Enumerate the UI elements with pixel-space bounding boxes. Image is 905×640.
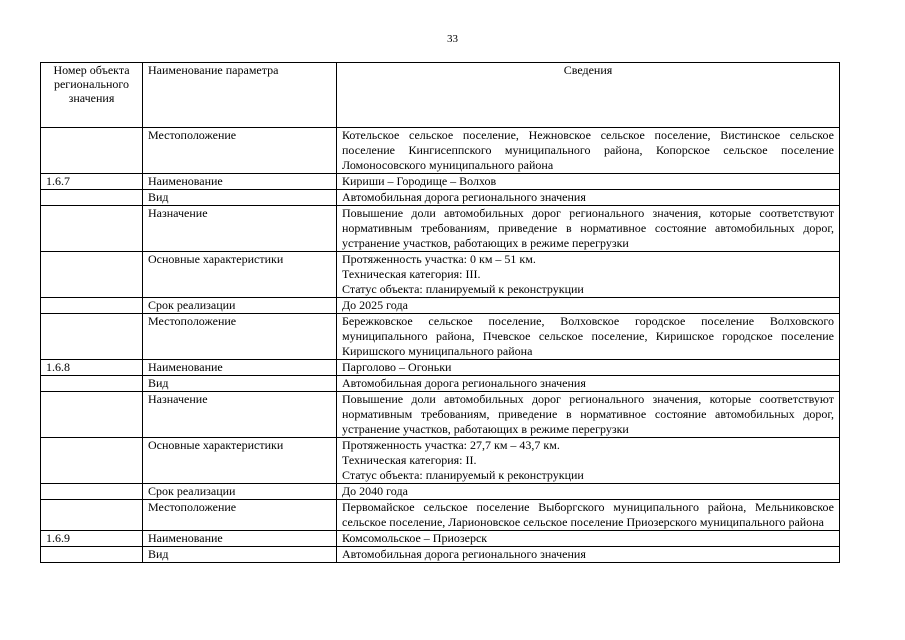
header-parameter-name: Наименование параметра — [143, 63, 337, 128]
table-row — [41, 392, 840, 438]
object-number-cell — [41, 298, 143, 314]
table-row — [41, 484, 840, 500]
information-line: Протяженность участка: 27,7 км – 43,7 км. — [342, 438, 560, 452]
page-number: 33 — [447, 33, 458, 45]
information-line: Первомайское сельское поселение Выборгского муниципального района, Мельниковское сельское поселение, Ларионовское сельское поселение Приозерского муниципального района — [342, 500, 834, 529]
parameter-name-cell: Назначение — [143, 392, 337, 438]
information-line: Статус объекта: планируемый к реконструкции — [342, 468, 584, 482]
object-number-cell — [41, 206, 143, 252]
table-header-row — [41, 63, 840, 128]
parameter-name-cell: Срок реализации — [143, 484, 337, 500]
information-line: Бережковское сельское поселение, Волховское городское поселение Волховского муниципального района, Пчевское сельское поселение, Киришское городское поселение Киришского муниципального района — [342, 314, 834, 358]
information-cell — [337, 500, 840, 531]
object-number-cell — [41, 376, 143, 392]
header-information: Сведения — [337, 63, 840, 128]
parameter-name-cell: Основные характеристики — [143, 252, 337, 298]
information-line: Техническая категория: III. — [342, 267, 481, 281]
table-row — [41, 547, 840, 563]
object-number-cell — [41, 392, 143, 438]
information-line: До 2040 года — [342, 484, 408, 498]
information-cell — [337, 314, 840, 360]
information-cell — [337, 392, 840, 438]
parameter-name-cell: Основные характеристики — [143, 438, 337, 484]
information-cell — [337, 190, 840, 206]
information-line: Статус объекта: планируемый к реконструкции — [342, 282, 584, 296]
information-line: До 2025 года — [342, 298, 408, 312]
table-row — [41, 500, 840, 531]
information-cell — [337, 360, 840, 376]
parameter-name-cell: Назначение — [143, 206, 337, 252]
parameter-name-cell: Местоположение — [143, 128, 337, 174]
table-body — [41, 128, 840, 563]
parameter-name-cell: Наименование — [143, 360, 337, 376]
information-cell — [337, 252, 840, 298]
object-number-cell — [41, 500, 143, 531]
table-row — [41, 190, 840, 206]
information-cell — [337, 206, 840, 252]
parameter-name-cell: Вид — [143, 376, 337, 392]
parameter-name-cell: Местоположение — [143, 314, 337, 360]
information-cell — [337, 298, 840, 314]
information-line: Парголово – Огоньки — [342, 360, 452, 374]
table-row — [41, 314, 840, 360]
object-number-cell — [41, 252, 143, 298]
information-line: Автомобильная дорога регионального значения — [342, 376, 586, 390]
object-number-cell — [41, 128, 143, 174]
table-row — [41, 174, 840, 190]
information-cell — [337, 531, 840, 547]
information-line: Протяженность участка: 0 км – 51 км. — [342, 252, 536, 266]
table-row — [41, 206, 840, 252]
information-cell — [337, 547, 840, 563]
table-row — [41, 252, 840, 298]
information-line: Котельское сельское поселение, Нежновское сельское поселение, Вистинское сельское поселение Кингисеппского муниципального района, Копорское сельское поселение Ломоносовского муниципального района — [342, 128, 834, 172]
table-row — [41, 128, 840, 174]
object-number-cell — [41, 314, 143, 360]
parameter-name-cell: Вид — [143, 547, 337, 563]
table-row — [41, 531, 840, 547]
table-row — [41, 438, 840, 484]
object-number-cell — [41, 190, 143, 206]
parameter-name-cell: Наименование — [143, 531, 337, 547]
object-number-cell — [41, 484, 143, 500]
object-number-cell: 1.6.9 — [41, 531, 143, 547]
regional-objects-table — [40, 62, 840, 563]
information-cell — [337, 174, 840, 190]
parameter-name-cell: Местоположение — [143, 500, 337, 531]
information-line: Повышение доли автомобильных дорог регионального значения, которые соответствуют нормативным требованиям, приведение в нормативное состояние автомобильных дорог, устранение участков, работающих в режиме перегрузки — [342, 206, 834, 250]
information-cell — [337, 438, 840, 484]
object-number-cell — [41, 547, 143, 563]
information-line: Кириши – Городище – Волхов — [342, 174, 497, 188]
parameter-name-cell: Срок реализации — [143, 298, 337, 314]
information-line: Автомобильная дорога регионального значения — [342, 547, 586, 561]
parameter-name-cell: Наименование — [143, 174, 337, 190]
object-number-cell — [41, 438, 143, 484]
table-row — [41, 360, 840, 376]
information-line: Автомобильная дорога регионального значения — [342, 190, 586, 204]
information-cell — [337, 128, 840, 174]
parameter-name-cell: Вид — [143, 190, 337, 206]
information-line: Комсомольское – Приозерск — [342, 531, 488, 545]
table-row — [41, 298, 840, 314]
information-cell — [337, 484, 840, 500]
object-number-cell: 1.6.8 — [41, 360, 143, 376]
information-line: Повышение доли автомобильных дорог регионального значения, которые соответствуют нормативным требованиям, приведение в нормативное состояние автомобильных дорог, устранение участков, работающих в режиме перегрузки — [342, 392, 834, 436]
table-row — [41, 376, 840, 392]
object-number-cell: 1.6.7 — [41, 174, 143, 190]
information-cell — [337, 376, 840, 392]
header-object-number: Номер объекта регионального значения — [41, 63, 143, 128]
information-line: Техническая категория: II. — [342, 453, 477, 467]
